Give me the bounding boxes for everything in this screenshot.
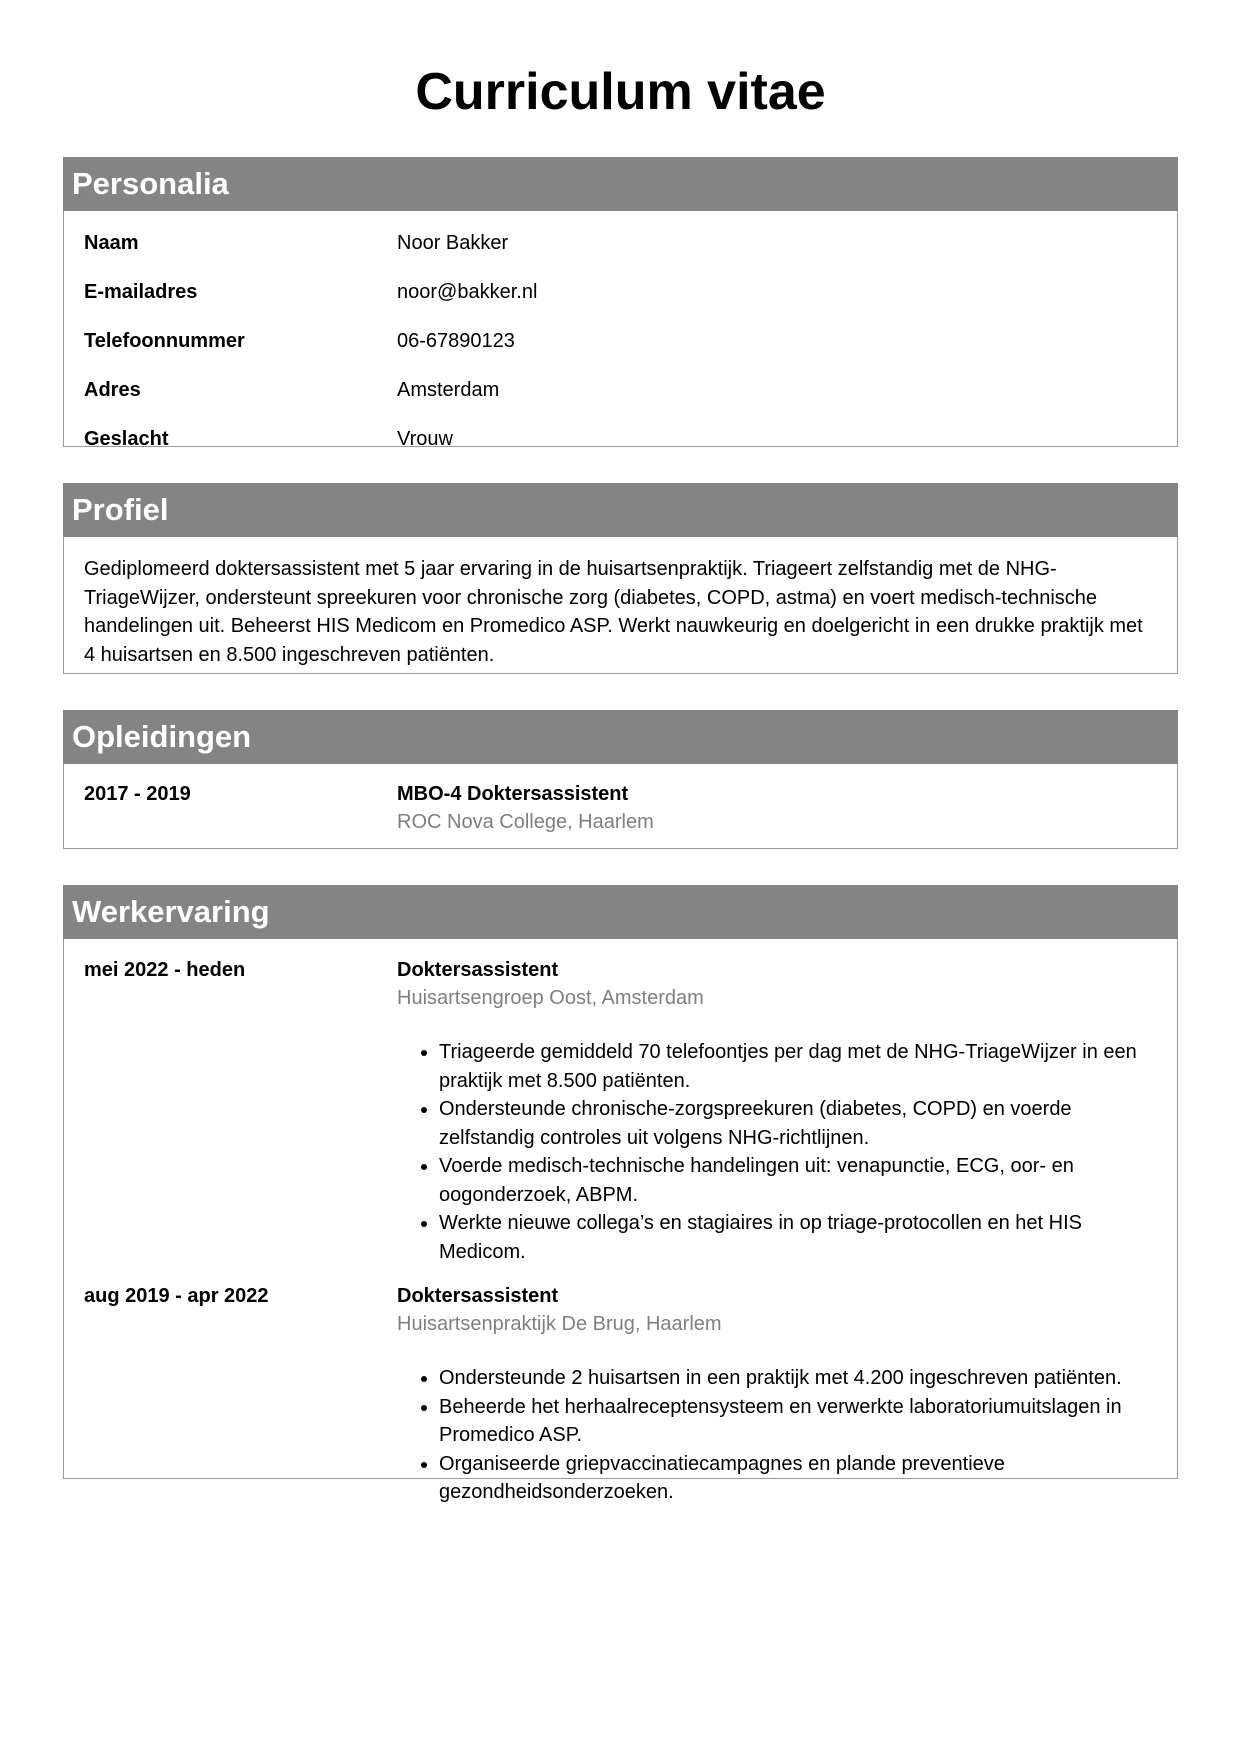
work-bullets	[397, 1364, 1157, 1507]
education-entry	[84, 780, 1157, 836]
work-period: aug 2019 - apr 2022	[84, 1285, 269, 1307]
werkervaring-heading: Werkervaring	[63, 885, 1178, 939]
personalia-key: Telefoonnummer	[84, 330, 245, 352]
personalia-row-address	[84, 378, 1157, 402]
work-entry	[84, 1282, 1157, 1507]
education-details	[397, 780, 1157, 836]
work-period: mei 2022 - heden	[84, 959, 246, 981]
work-bullet: • Ondersteunde chronische-zorgspreekuren (diabetes, COPD) en voerde zelfstandig controles uit volgens NHG-richtlijnen.	[439, 1095, 1157, 1152]
education-title: MBO-4 Doktersassistent	[397, 783, 629, 805]
work-details	[397, 1282, 1157, 1507]
profiel-body	[64, 537, 1177, 689]
werkervaring-body	[64, 939, 1177, 1527]
work-entry	[84, 956, 1157, 1266]
work-bullet: • Triageerde gemiddeld 70 telefoontjes per dag met de NHG-TriageWijzer in een praktijk met 8.500 patiënten.	[439, 1038, 1157, 1095]
work-bullet: • Ondersteunde 2 huisartsen in een praktijk met 4.200 ingeschreven patiënten.	[439, 1364, 1157, 1393]
work-bullet: • Werkte nieuwe collega’s en stagiaires in op triage-protocollen en het HIS Medicom.	[439, 1209, 1157, 1266]
personalia-section	[63, 157, 1178, 450]
education-institution: ROC Nova College, Haarlem	[397, 811, 654, 833]
work-bullets	[397, 1038, 1157, 1266]
personalia-value: Noor Bakker	[397, 232, 509, 254]
work-title: Doktersassistent	[397, 959, 559, 981]
work-bullet: • Organiseerde griepvaccinatiecampagnes en plande preventieve gezondheidsonderzoeken.	[439, 1450, 1157, 1507]
personalia-row-gender	[84, 427, 1157, 451]
profile-text: Gediplomeerd doktersassistent met 5 jaar ervaring in de huisartsenpraktijk. Triageert zelfstandig met de NHG-TriageWijzer, ondersteunt spreekuren voor chronische zorg (diabetes, COPD, astma) en voert medisch-technische handelingen uit. Beheerst HIS Medicom en Promedico ASP. Werkt nauwkeurig en doelgericht in een drukke praktijk met 4 huisartsen en 8.500 ingeschreven patiënten.	[84, 558, 1143, 666]
personalia-key: Naam	[84, 232, 139, 254]
personalia-value: Amsterdam	[397, 379, 500, 401]
opleidingen-section	[63, 710, 1178, 849]
personalia-heading: Personalia	[63, 157, 1178, 211]
profiel-section	[63, 483, 1178, 674]
profiel-heading: Profiel	[63, 483, 1178, 537]
personalia-row-email	[84, 280, 1157, 304]
work-employer: Huisartsengroep Oost, Amsterdam	[397, 987, 704, 1009]
opleidingen-body	[64, 764, 1177, 856]
work-bullet: • Beheerde het herhaalreceptensysteem en verwerkte laboratoriumuitslagen in Promedico ASP.	[439, 1393, 1157, 1450]
personalia-value: noor@bakker.nl	[397, 281, 538, 303]
work-title: Doktersassistent	[397, 1285, 559, 1307]
personalia-row-phone	[84, 329, 1157, 353]
opleidingen-heading: Opleidingen	[63, 710, 1178, 764]
personalia-row-name	[84, 231, 1157, 255]
work-employer: Huisartsenpraktijk De Brug, Haarlem	[397, 1313, 722, 1335]
personalia-body	[64, 211, 1177, 471]
werkervaring-section	[63, 885, 1178, 1503]
personalia-key: E-mailadres	[84, 281, 198, 303]
personalia-value: 06-67890123	[397, 330, 515, 352]
personalia-key: Adres	[84, 379, 141, 401]
work-details	[397, 956, 1157, 1266]
work-bullet: • Voerde medisch-technische handelingen uit: venapunctie, ECG, oor- en oogonderzoek, ABPM.	[439, 1152, 1157, 1209]
page-title: Curriculum vitae	[415, 63, 826, 121]
education-period: 2017 - 2019	[84, 783, 191, 805]
personalia-value: Vrouw	[397, 428, 453, 450]
personalia-key: Geslacht	[84, 428, 169, 450]
